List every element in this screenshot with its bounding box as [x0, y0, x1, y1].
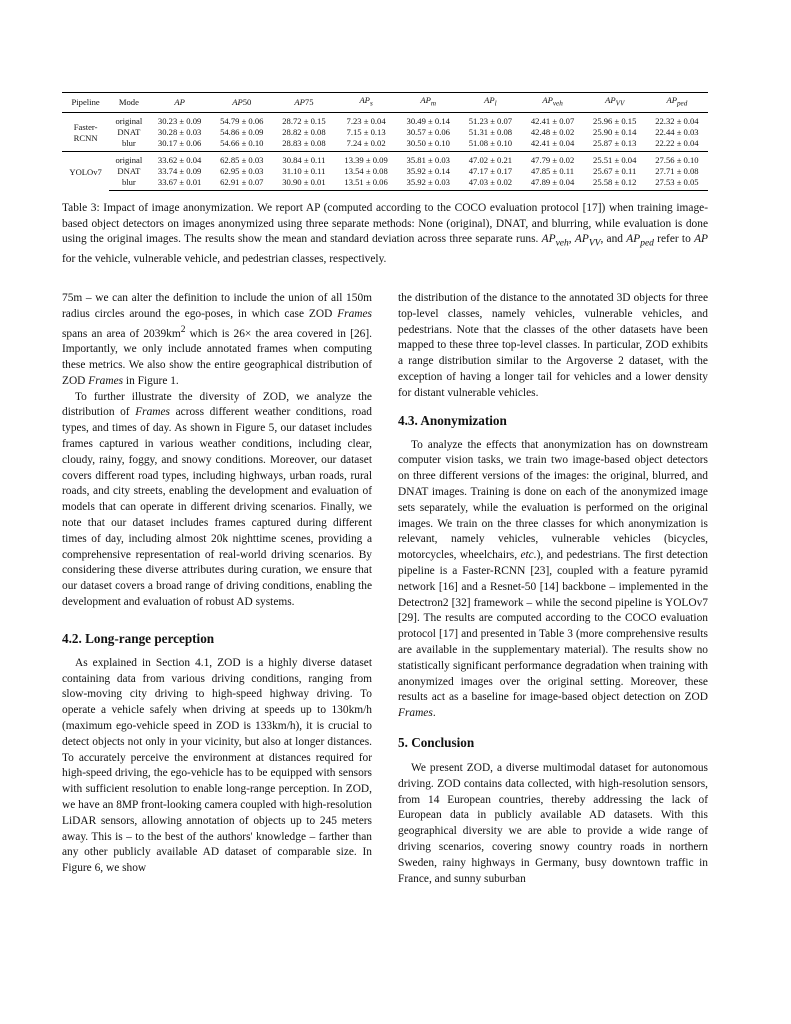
column-header: AP — [149, 93, 211, 113]
value-cell: 22.32 ± 0.04 — [655, 115, 699, 126]
value-cell: 22.22 ± 0.04 — [655, 137, 699, 148]
value-cell: 13.54 ± 0.08 — [344, 165, 388, 176]
table-header-row — [62, 93, 708, 113]
value-cell: 30.90 ± 0.01 — [273, 177, 335, 191]
left-column — [62, 291, 372, 877]
mode-cell: blur — [121, 137, 136, 148]
column-header: AP75 — [273, 93, 335, 113]
mode-cell: original — [115, 115, 143, 126]
mode-cell: DNAT — [117, 126, 141, 137]
pipeline-cell: Faster- RCNN — [73, 122, 98, 144]
value-cell: 7.15 ± 0.13 — [346, 126, 386, 137]
value-cell: 51.08 ± 0.10 — [468, 137, 513, 148]
value-cell: 30.28 ± 0.03 — [157, 126, 202, 137]
value-cell: 54.79 ± 0.06 — [220, 115, 264, 126]
value-cell: 42.41 ± 0.04 — [530, 137, 575, 148]
value-cell: 30.57 ± 0.06 — [406, 126, 450, 137]
value-cell: 51.23 ± 0.07 — [468, 115, 513, 126]
value-cell: 33.74 ± 0.09 — [157, 165, 202, 176]
value-cell: 47.89 ± 0.04 — [521, 177, 583, 191]
table-body — [62, 112, 708, 190]
paragraph: the distribution of the distance to the annotated 3D objects for three top-level classes, namely vehicles, vulnerable vehicles, and pedestrians. Note that the classes of the other datasets have been mapped to these three top-level classes. In particular, ZOD exhibits a range distribution similar to the Argoverse 2 dataset, with the exception of having a longer tail for vehicles and a lower density for distant vulnerable vehicles. — [398, 292, 708, 399]
value-cell: 62.95 ± 0.03 — [220, 165, 264, 176]
paragraph: As explained in Section 4.1, ZOD is a highly diverse dataset containing data from various driving conditions, ranging from slow-moving city driving to high-speed highway driving. To operate a vehicle safely when driving at speeds up to 130km/h (maximum ego-vehicle speed in ZOD is 133km/h), it is crucial to detect objects not only in your vicinity, but also at longer distances. To accurately perceive the environment at distances required for high-speed driving, the ego-vehicle has to be equipped with sensors with sufficient resolution to enable long-range perception. In ZOD, we have an 8MP front-looking camera coupled with high-resolution LiDAR sensors, allowing annotation of objects up to 245 meters away. This is – to the best of the authors' knowledge – farther than any other publicly available AD dataset of comparable size. In Figure 6, we show — [62, 656, 372, 875]
value-cell: 47.79 ± 0.02 — [521, 151, 583, 166]
value-cell: 25.67 ± 0.11 — [593, 165, 637, 176]
paragraph: To analyze the effects that anonymization has on downstream computer vision tasks, we train two image-based object detectors on three different versions of the images: the original, blurred, and DNAT images. Training is done on each of the anonymized image sets separately, while the evaluation is performed on the original images. We train on the three classes for which anonymization is relevant, namely vehicles, vulnerable vehicles (bicycles, motorcycles, wheelchairs, etc.), and pedestrians. The first detection pipeline is a Faster-RCNN [23], coupled with a feature pyramid network [16] and a Resnet-50 [14] backbone – implemented in the Detectron2 [32] framework – while the second pipeline is YOLOv7 [29]. The results are computed according to the COCO evaluation protocol [17] and presented in Table 3 (more comprehensive results are available in the supplementary material). The results show no statistically significant performance degradation when training with anonymized images over the original setting. Moreover, these results act as a baseline for image-based object detection on ZOD Frames. — [398, 438, 708, 720]
value-cell: 27.71 ± 0.08 — [655, 165, 699, 176]
column-header: $AP_{veh}$ — [521, 93, 583, 113]
value-cell: 35.81 ± 0.03 — [397, 151, 459, 166]
value-cell: 42.48 ± 0.02 — [530, 126, 575, 137]
value-cell: 27.53 ± 0.05 — [646, 177, 708, 191]
paragraph: To further illustrate the diversity of ZOD, we analyze the distribution of Frames across different weather conditions, road types, and times of day. As shown in Figure 5, our dataset includes frames captured in various weather conditions, including clear, cloudy, rainy, foggy, and snowy conditions. Moreover, our dataset covers different road types, including highways, urban roads, rural roads, and city streets, enabling the development and evaluation of models that can operate in different driving scenarios. Finally, we note that our dataset includes frames captured during different times of day, including almost 20k nighttime scenes, providing a comprehensive representation of real-world driving scenarios. By considering these diverse attributes during curation, we ensure that our dataset covers a broad range of driving conditions, enabling the development and evaluation of robust AD systems. — [62, 390, 372, 608]
value-cell: 25.58 ± 0.12 — [584, 177, 646, 191]
value-cell: 28.72 ± 0.15 — [282, 115, 326, 126]
table-row — [62, 166, 708, 177]
value-cell: 47.02 ± 0.21 — [459, 151, 521, 166]
value-cell: 54.66 ± 0.10 — [220, 137, 264, 148]
value-cell: 47.03 ± 0.02 — [459, 177, 521, 191]
value-cell: 25.51 ± 0.04 — [584, 151, 646, 166]
value-cell: 31.10 ± 0.11 — [282, 165, 326, 176]
column-header: $AP_{ped}$ — [646, 93, 708, 113]
value-cell: 54.86 ± 0.09 — [220, 126, 264, 137]
value-cell: 13.39 ± 0.09 — [335, 151, 397, 166]
value-cell: 30.23 ± 0.09 — [157, 115, 202, 126]
mode-cell: original — [109, 151, 148, 166]
table-row — [62, 112, 708, 127]
table-row — [62, 127, 708, 138]
value-cell: 25.96 ± 0.15 — [593, 115, 637, 126]
column-header: $AP_m$ — [397, 93, 459, 113]
column-header: $AP_l$ — [459, 93, 521, 113]
value-cell: 30.50 ± 0.10 — [406, 137, 450, 148]
value-cell: 25.87 ± 0.13 — [593, 137, 637, 148]
results-table — [62, 92, 708, 191]
value-cell: 7.23 ± 0.04 — [346, 115, 386, 126]
value-cell: 33.62 ± 0.04 — [149, 151, 211, 166]
right-column — [398, 291, 708, 887]
column-header: $AP_{VV}$ — [584, 93, 646, 113]
value-cell: 33.67 ± 0.01 — [149, 177, 211, 191]
value-cell: 22.44 ± 0.03 — [655, 126, 699, 137]
section-heading: 4.2. Long-range perception — [62, 630, 215, 646]
value-cell: 28.82 ± 0.08 — [282, 126, 326, 137]
value-cell: 7.24 ± 0.02 — [346, 137, 386, 148]
value-cell: 62.85 ± 0.03 — [211, 151, 273, 166]
value-cell: 62.91 ± 0.07 — [211, 177, 273, 191]
value-cell: 27.56 ± 0.10 — [646, 151, 708, 166]
value-cell: 28.83 ± 0.08 — [282, 137, 326, 148]
value-cell: 30.17 ± 0.06 — [157, 137, 202, 148]
table-row — [62, 177, 708, 191]
mode-cell: blur — [109, 177, 148, 191]
value-cell: 13.51 ± 0.06 — [335, 177, 397, 191]
value-cell: 25.90 ± 0.14 — [593, 126, 637, 137]
value-cell: 42.41 ± 0.07 — [530, 115, 575, 126]
mode-cell: DNAT — [117, 165, 141, 176]
column-header: Mode — [109, 93, 148, 113]
table-row — [62, 151, 708, 166]
table-caption: Table 3: Impact of image anonymization. We report AP (computed according to the COCO evaluation protocol [17]) when training image-based object detectors on images anonymized using three separate methods: None (original), DNAT, and blurring, while evaluation is done using the original images. The results show the mean and standard deviation across three separate runs. $AP_{veh}$, $AP_{VV}$, and $AP_{ped}$ refer to AP for the vehicle, vulnerable vehicle, and pedestrian classes, respectively. — [62, 202, 708, 266]
value-cell: 47.85 ± 0.11 — [531, 165, 575, 176]
section-heading: 5. Conclusion — [398, 734, 475, 750]
pipeline-cell: YOLOv7 — [62, 151, 109, 190]
value-cell: 35.92 ± 0.14 — [406, 165, 450, 176]
table-row — [62, 138, 708, 152]
value-cell: 30.84 ± 0.11 — [273, 151, 335, 166]
column-header: AP50 — [211, 93, 273, 113]
section-heading: 4.3. Anonymization — [398, 412, 507, 428]
column-header: Pipeline — [62, 93, 109, 113]
value-cell: 51.31 ± 0.08 — [468, 126, 513, 137]
column-header: $AP_s$ — [335, 93, 397, 113]
value-cell: 30.49 ± 0.14 — [406, 115, 450, 126]
paragraph: 75m – we can alter the definition to include the union of all 150m radius circles around the ego-poses, in which case ZOD Frames spans an area of $2039km^2$ which is 26× the area covered in [26]. Importantly, we only include annotated frames when computing these metrics. We also show the entire geographical distribution of ZOD Frames in Figure 1. — [62, 292, 372, 387]
value-cell: 47.17 ± 0.17 — [468, 165, 513, 176]
value-cell: 35.92 ± 0.03 — [397, 177, 459, 191]
paragraph: We present ZOD, a diverse multimodal dataset for autonomous driving. ZOD contains data collected, with high-resolution sensors, from 14 European countries, thereby addressing the lack of European data in publicly available AD datasets. With this geographical diversity we are able to provide a wide range of driving scenarios, covering snowy country roads in northern Sweden, rainy highways in Germany, busy downtown traffic in France, and sunny suburban — [398, 761, 708, 885]
